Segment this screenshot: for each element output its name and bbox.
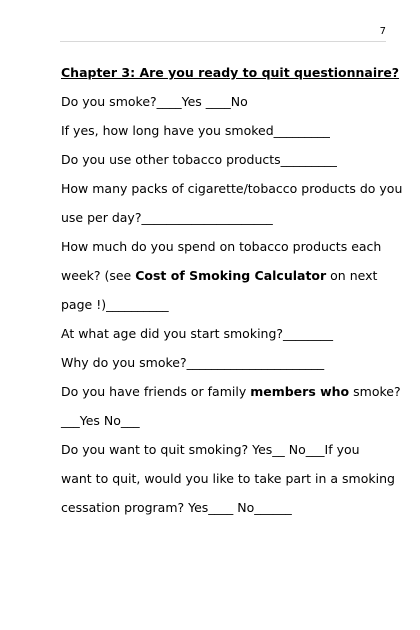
question-line: Do you smoke?____Yes ____No <box>61 94 248 109</box>
line-text: smoke? <box>349 384 401 399</box>
page-number: 7 <box>379 26 386 37</box>
question-line: Do you use other tobacco products_________ <box>61 152 337 167</box>
emphasis-text: members who <box>250 384 350 399</box>
question-line <box>61 377 401 406</box>
question-line: How much do you spend on tobacco products each <box>61 239 382 254</box>
questionnaire <box>61 58 403 522</box>
question-line: Do you want to quit smoking? Yes__ No___If you <box>61 442 360 457</box>
chapter-title: Chapter 3: Are you ready to quit questionnaire? <box>61 65 400 80</box>
question-line: use per day?_____________________ <box>61 210 273 225</box>
question-line: cessation program? Yes____ No______ <box>61 500 292 515</box>
question-line: page !)__________ <box>61 297 169 312</box>
question-line: If yes, how long have you smoked_________ <box>61 123 330 138</box>
line-text: Do you have friends or family <box>61 384 251 399</box>
question-line: Why do you smoke?______________________ <box>61 355 325 370</box>
question-line: ___Yes No___ <box>61 413 140 428</box>
question-line: want to quit, would you like to take part in a smoking <box>61 471 395 486</box>
line-text: week? (see <box>61 268 136 283</box>
calculator-reference: Cost of Smoking Calculator <box>135 268 327 283</box>
question-line: At what age did you start smoking?________ <box>61 326 334 341</box>
header-divider <box>60 41 386 42</box>
question-line <box>61 261 391 290</box>
question-line: How many packs of cigarette/tobacco products do you <box>61 181 403 196</box>
line-text: on next <box>326 268 378 283</box>
